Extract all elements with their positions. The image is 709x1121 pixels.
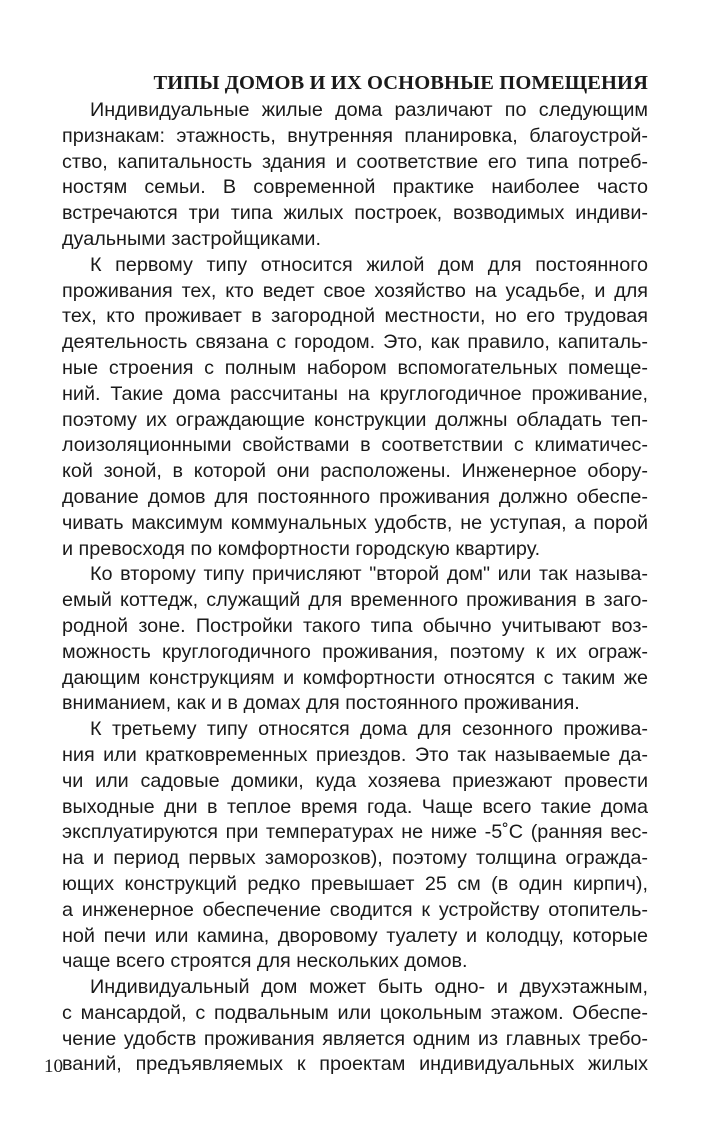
paragraph [62,253,648,563]
text-line: Ко второму типу причисляют "второй дом" или так называ- [90,563,648,586]
text-line: ваний, предъявляемых к проектам индивидуальных жилых [62,1053,648,1076]
paragraph [62,98,648,253]
text-line: ной печи или камина, дворовому туалету и колодцу, которые [62,924,648,947]
text-line: а инженерное обеспечение сводится к устройству отопитель- [62,898,648,921]
text-line: дуальными застройщиками. [62,227,321,250]
text-line: чивать максимум коммунальных удобств, не уступая, а порой [62,511,648,534]
text-line: с мансардой, с подвальным или цокольным этажом. Обеспе- [62,1001,648,1024]
text-line: ные строения с полным набором вспомогательных помеще- [62,356,648,379]
paragraph [62,717,648,975]
text-line: чаще всего строятся для нескольких домов. [62,950,468,973]
text-line: чение удобств проживания является одним из главных требо- [62,1027,648,1050]
text-line: признакам: этажность, внутренняя планировка, благоустрой- [62,124,648,147]
text-line: на и период первых заморозков), поэтому толщина огражда- [62,847,648,870]
text-line: выходные дни в теплое время года. Чаще всего такие дома [62,795,648,818]
text-line: Индивидуальный дом может быть одно- и двухэтажным, [90,976,648,999]
text-line: деятельность связана с городом. Это, как правило, капиталь- [62,331,648,354]
text-line: проживания тех, кто ведет свое хозяйство на усадьбе, и для [62,279,648,302]
text-line: родной зоне. Постройки такого типа обычно учитывают воз- [62,614,648,637]
text-line: кой зоной, в которой они расположены. Инженерное обору- [62,460,648,483]
text-line: лоизоляционными свойствами в соответствии с климатичес- [62,434,648,457]
paragraph [62,975,648,1078]
text-line: ство, капитальность здания и соответствие его типа потреб- [62,150,648,173]
text-line: ющих конструкций редко превышает 25 см (в один кирпич), [62,872,648,895]
page-content [62,68,648,1078]
text-line: дование домов для постоянного проживания должно обеспе- [62,485,648,508]
text-line: поэтому их ограждающие конструкции должны обладать теп- [62,408,648,431]
text-line: Индивидуальные жилые дома различают по следующим [90,99,648,121]
text-line: встречаются три типа жилых построек, возводимых индиви- [62,202,648,225]
text-line: К первому типу относится жилой дом для постоянного [90,253,648,276]
text-line: эксплуатируются при температурах не ниже -5˚С (ранняя вес- [62,821,648,844]
text-line: чи или садовые домики, куда хозяева приезжают провести [62,769,648,792]
page-number: 10 [44,1056,63,1077]
text-line: вниманием, как и в домах для постоянного проживания. [62,692,580,715]
text-line: и превосходя по комфортности городскую квартиру. [62,537,541,560]
text-line: дающим конструкциям и комфортности относятся с таким же [62,666,648,689]
text-line: емый коттедж, служащий для временного проживания в заго- [62,589,648,612]
text-line: ностям семьи. В современной практике наиболее часто [62,176,648,199]
text-line: тех, кто проживает в загородной местности, но его трудовая [62,305,648,328]
text-line: К третьему типу относятся дома для сезонного прожива- [90,718,648,741]
paragraph [62,562,648,717]
body-text [62,98,648,1078]
text-line: можность круглогодичного проживания, поэтому к их ограж- [62,640,648,663]
section-title: ТИПЫ ДОМОВ И ИХ ОСНОВНЫЕ ПОМЕЩЕНИЯ [153,72,648,94]
text-line: ний. Такие дома рассчитаны на круглогодичное проживание, [62,382,648,405]
text-line: ния или кратковременных приездов. Это так называемые да- [62,743,648,766]
